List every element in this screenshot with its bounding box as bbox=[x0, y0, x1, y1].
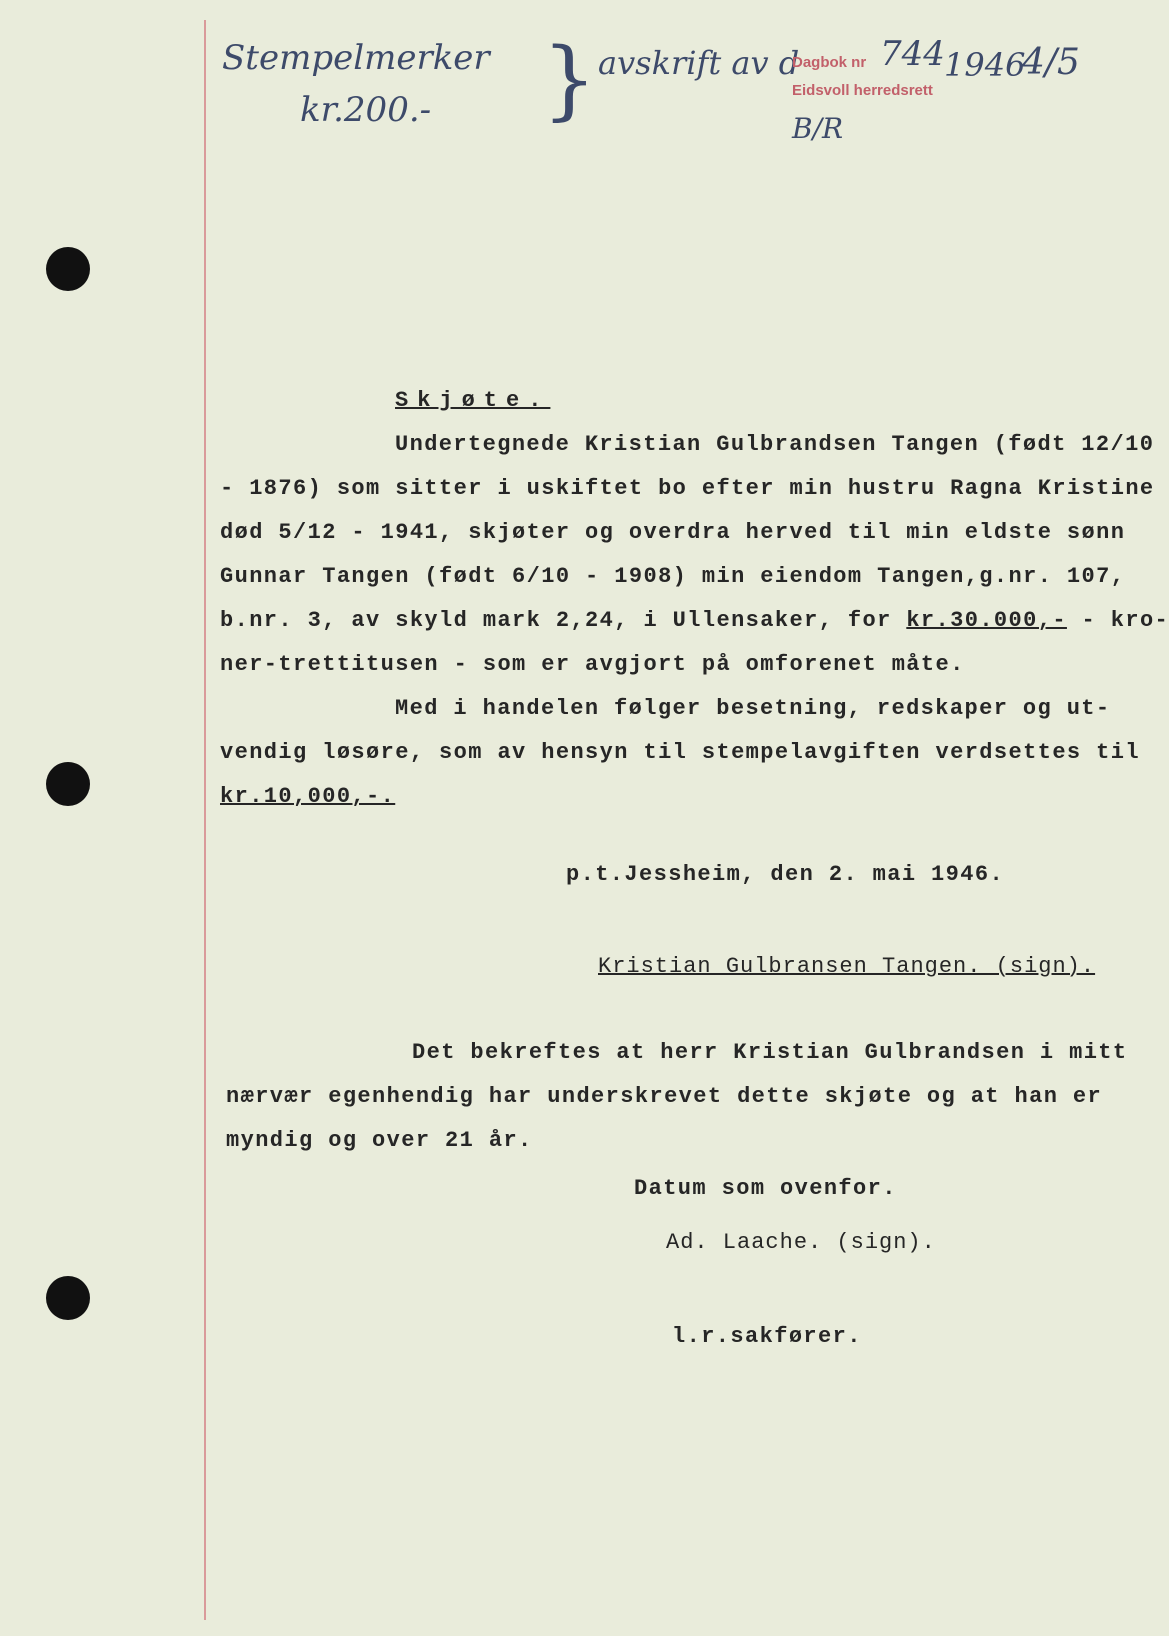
text-line: myndig og over 21 år. bbox=[226, 1128, 533, 1153]
brace-mark: } bbox=[542, 30, 597, 130]
register-date: 4/5 bbox=[1022, 42, 1080, 83]
text-segment: b.nr. 3, av skyld mark 2,24, i Ullensaker, for bbox=[220, 608, 907, 633]
punch-hole bbox=[46, 247, 90, 291]
date-note: Datum som ovenfor. bbox=[634, 1176, 897, 1201]
initials: B/R bbox=[792, 112, 844, 145]
copy-note: avskrift av d bbox=[598, 44, 800, 82]
text-line: ner-trettitusen - som er avgjort på omforenet måte. bbox=[220, 652, 965, 677]
punch-hole bbox=[46, 762, 90, 806]
text-line: Med i handelen følger besetning, redskaper og ut- bbox=[395, 696, 1111, 721]
valuation-amount: kr.10,000,-. bbox=[220, 784, 396, 809]
text-line: Det bekreftes at herr Kristian Gulbrandsen i mitt bbox=[412, 1040, 1128, 1065]
text-segment: - kro- bbox=[1066, 608, 1169, 633]
witness-signature: Ad. Laache. (sign). bbox=[666, 1230, 936, 1255]
register-year: 1946 bbox=[944, 46, 1026, 84]
seller-signature: Kristian Gulbransen Tangen. (sign). bbox=[598, 954, 1096, 979]
text-line: død 5/12 - 1941, skjøter og overdra herved til min eldste sønn bbox=[220, 520, 1126, 545]
court-label: Eidsvoll herredsrett bbox=[792, 82, 933, 99]
text-line: Gunnar Tangen (født 6/10 - 1908) min eiendom Tangen,g.nr. 107, bbox=[220, 564, 1126, 589]
text-line: vendig løsøre, som av hensyn til stempelavgiften verdsettes til bbox=[220, 740, 1140, 765]
text-line: nærvær egenhendig har underskrevet dette skjøte og at han er bbox=[226, 1084, 1103, 1109]
text-line: - 1876) som sitter i uskiftet bo efter min hustru Ragna Kristine bbox=[220, 476, 1155, 501]
stamp-duty-amount: kr.200.- bbox=[300, 90, 432, 130]
text-line bbox=[220, 608, 1169, 633]
purchase-price: kr.30.000,- bbox=[906, 608, 1067, 633]
register-label: Dagbok nr bbox=[792, 54, 867, 71]
punch-hole bbox=[46, 1276, 90, 1320]
register-number: 744 bbox=[880, 34, 945, 74]
witness-title: l.r.sakfører. bbox=[672, 1324, 862, 1349]
stamp-duty-note: Stempelmerker bbox=[222, 38, 490, 78]
margin-line bbox=[204, 20, 206, 1620]
deed-title: Skjøte. bbox=[395, 388, 551, 413]
text-line: Undertegnede Kristian Gulbrandsen Tangen (født 12/10 bbox=[395, 432, 1155, 457]
place-date: p.t.Jessheim, den 2. mai 1946. bbox=[566, 862, 1005, 887]
